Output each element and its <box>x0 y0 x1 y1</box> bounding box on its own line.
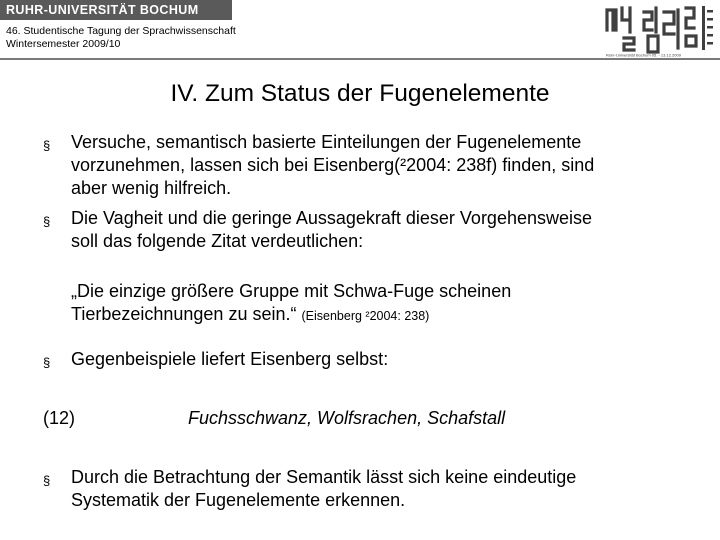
conference-logo <box>604 2 716 58</box>
bullet-2-line-1: Die Vagheit und die geringe Aussagekraft dieser Vorgehensweise <box>71 208 593 228</box>
quote-citation: (Eisenberg ²2004: 238) <box>301 309 430 323</box>
bullet-1-line-1: Versuche, semantisch basierte Einteilungen der Fugenelemente <box>71 132 582 152</box>
example-text: Fuchsschwanz, Wolfsrachen, Schafstall <box>188 408 506 428</box>
quote-text: Tierbezeichnungen zu sein.“ <box>71 304 297 324</box>
example-number: (12) <box>43 408 76 428</box>
bullet-4-line-2: Systematik der Fugenelemente erkennen. <box>71 490 406 510</box>
bullet-4-line-1: Durch die Betrachtung der Semantik lässt sich keine eindeutige <box>71 467 577 487</box>
bullet-2-line-2: soll das folgende Zitat verdeutlichen: <box>71 231 364 251</box>
logo-caption: Ruhr-Universität Bochum 05. - 13.12.2009 <box>606 52 681 58</box>
university-name-bar <box>0 0 232 20</box>
bullet-3-line-1: Gegenbeispiele liefert Eisenberg selbst: <box>71 349 389 369</box>
bullet-marker: § <box>43 355 51 370</box>
quote-line-2 <box>71 303 429 328</box>
slide-title: IV. Zum Status der Fugenelemente <box>170 80 550 107</box>
university-name: RUHR-UNIVERSITÄT BOCHUM <box>6 3 199 17</box>
conference-semester: Wintersemester 2009/10 <box>6 38 121 50</box>
bullet-marker: § <box>43 138 51 153</box>
bullet-marker: § <box>43 214 51 229</box>
quote-line-1: „Die einzige größere Gruppe mit Schwa-Fuge scheinen <box>71 281 512 301</box>
bullet-marker: § <box>43 473 51 488</box>
header-divider <box>0 58 720 60</box>
bullet-1-line-2: vorzunehmen, lassen sich bei Eisenberg(²2004: 238f) finden, sind <box>71 155 595 175</box>
conference-title: 46. Studentische Tagung der Sprachwissenschaft <box>6 25 236 37</box>
bullet-1-line-3: aber wenig hilfreich. <box>71 178 232 198</box>
